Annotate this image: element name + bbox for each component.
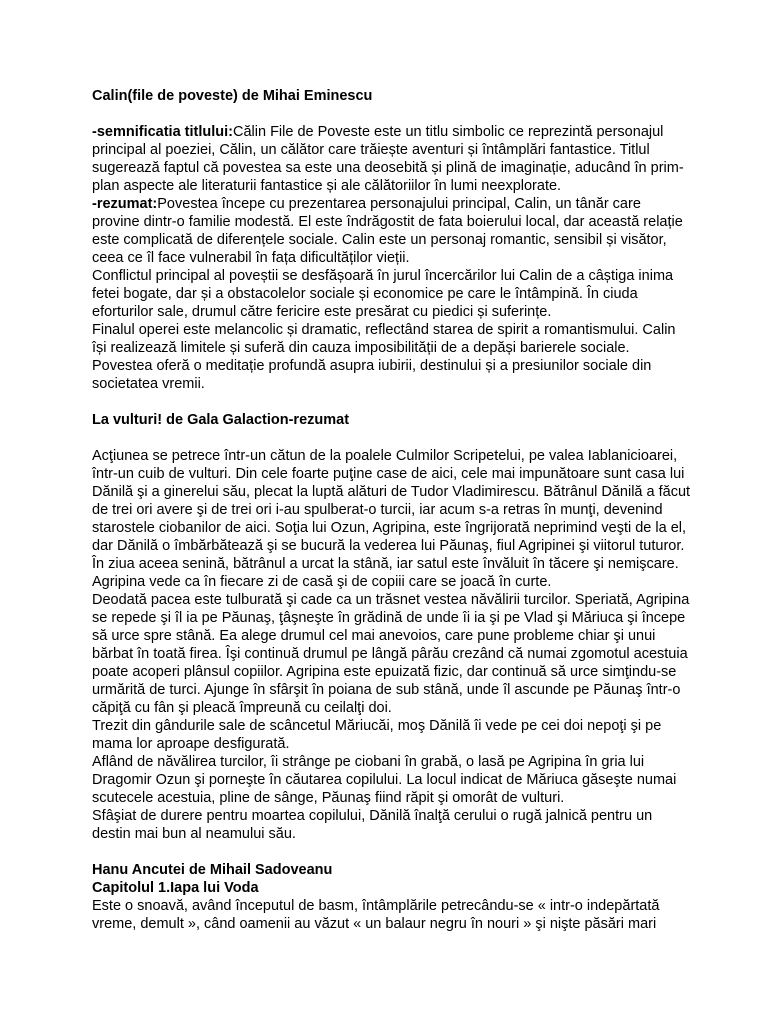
- section-title-calin: Calin(file de poveste) de Mihai Eminescu: [92, 88, 373, 104]
- label-rezumat: -rezumat:: [92, 196, 158, 212]
- section-title-vulturi: La vulturi! de Gala Galaction-rezumat: [92, 412, 350, 428]
- paragraph-vulturi-6: Sfâşiat de durere pentru moartea copilului, Dănilă înalţă cerului o rugă jalnică pentru un destin mai bun al neamului său.: [92, 808, 653, 842]
- paragraph-hanu-1: Este o snoavă, având începutul de basm, întâmplările petrecându-se « intr-o indepărtată vreme, demult », când oamenii au văzut « un balaur negru în nouri » şi nişte păsări mari: [92, 898, 660, 932]
- paragraph-vulturi-4: Trezit din gândurile sale de scâncetul Măriucăi, moş Dănilă îi vede pe cei doi nepoţi şi pe mama lor aproape desfigurată.: [92, 718, 662, 752]
- spacer: [92, 843, 692, 861]
- spacer: [92, 429, 692, 447]
- paragraph-vulturi-1: Acţiunea se petrece într-un cătun de la poalele Culmilor Scripetelui, pe valea Iablanicioarei, într-un cuib de vulturi. Din cele foarte puţine case de aici, cele mai impunătoare sunt casa lui Dănilă şi a ginerelui său, plecat la luptă alături de Tudor Vladimirescu. Bătrânul Dănilă a făcut de trei ori avere şi de trei ori i-au spulberat-o turcii, iar acum s-a retras în munţi, devenind starostele ciobanilor de aici. Soţia lui Ozun, Agripina, este îngrijorată neprimind veşti de la el, dar Dănilă o îmbărbătează şi se bucură la vederea lui Păunaş, fiul Agripinei şi viitorul tuturor.: [92, 448, 691, 554]
- paragraph-vulturi-3: Deodată pacea este tulburată şi cade ca un trăsnet vestea năvălirii turcilor. Speriată, Agripina se repede şi îl ia pe Păunaş, ţâşneşte în grădină de unde îi ia şi pe Vlad şi Măriuca şi începe să urce spre stână. Ea alege drumul cel mai anevoios, care pune probleme chiar şi unui bărbat în toată firea. Îşi continuă drumul pe lângă pârău crezând că numai zgomotul acestuia poate acoperi plânsul copiilor. Agripina este epuizată fizic, dar continuă să urce simţindu-se urmărită de turci. Ajunge în sfârşit în poiana de sub stână, unde îl ascunde pe Păunaş într-o căpiţă cu fân şi pleacă împreună cu ceilalţi doi.: [92, 592, 690, 716]
- spacer: [92, 105, 692, 123]
- paragraph-rezumat: [92, 195, 692, 267]
- paragraph-final: Finalul operei este melancolic și dramatic, reflectând starea de spirit a romantismului. Calin își realizează limitele și suferă din cauza imposibilității de a depăși barierele sociale. Povestea oferă o meditație profundă asupra iubirii, destinului și a presiunilor sociale din societatea vremii.: [92, 322, 676, 392]
- label-semnificatie: -semnificatia titlului:: [92, 124, 233, 140]
- paragraph-vulturi-2: În ziua aceea senină, bătrânul a urcat la stână, iar satul este învăluit în tăcere şi nemişcare. Agripina vede ca în fiecare zi de casă şi de copiii care se joacă în curte.: [92, 556, 679, 590]
- text-rezumat: Povestea începe cu prezentarea personajului principal, Calin, un tânăr care provine dintr-o familie modestă. El este îndrăgostit de fata boierului local, dar această relație este complicată de diferențele sociale. Calin este un personaj romantic, sensibil și visător, ceea ce îl face vulnerabil în fața dificultăților vieții.: [92, 196, 683, 266]
- paragraph-vulturi-5: Aflând de năvălirea turcilor, îi strânge pe ciobani în grabă, o lasă pe Agripina în gria lui Dragomir Ozun şi porneşte în căutarea copilului. La locul indicat de Măriuca găseşte numai scutecele acestuia, pline de sânge, Păunaş fiind răpit şi omorât de vulturi.: [92, 754, 677, 806]
- paragraph-semnificatie: [92, 123, 692, 195]
- chapter-title: Capitolul 1.Iapa lui Voda: [92, 880, 259, 896]
- section-title-hanu-ancutei: Hanu Ancutei de Mihail Sadoveanu: [92, 862, 333, 878]
- spacer: [92, 393, 692, 411]
- text-semnificatie: Călin File de Poveste este un titlu simbolic ce reprezintă personajul principal al poeziei, Călin, un călător care trăiește aventuri și întâmplări fantastice. Titlul sugerează faptul că povestea sa este una deosebită și plină de imaginație, aducând în prim-plan aspecte ale literaturii fantastice și ale călătoriilor în lumi neexplorate.: [92, 124, 684, 194]
- paragraph-conflict: Conflictul principal al poveștii se desfășoară în jurul încercărilor lui Calin de a câștiga inima fetei bogate, dar și a obstacolelor sociale și economice pe care le întâmpină. În ciuda eforturilor sale, drumul către fericire este presărat cu piedici și suferințe.: [92, 268, 674, 320]
- document-body: [92, 87, 692, 933]
